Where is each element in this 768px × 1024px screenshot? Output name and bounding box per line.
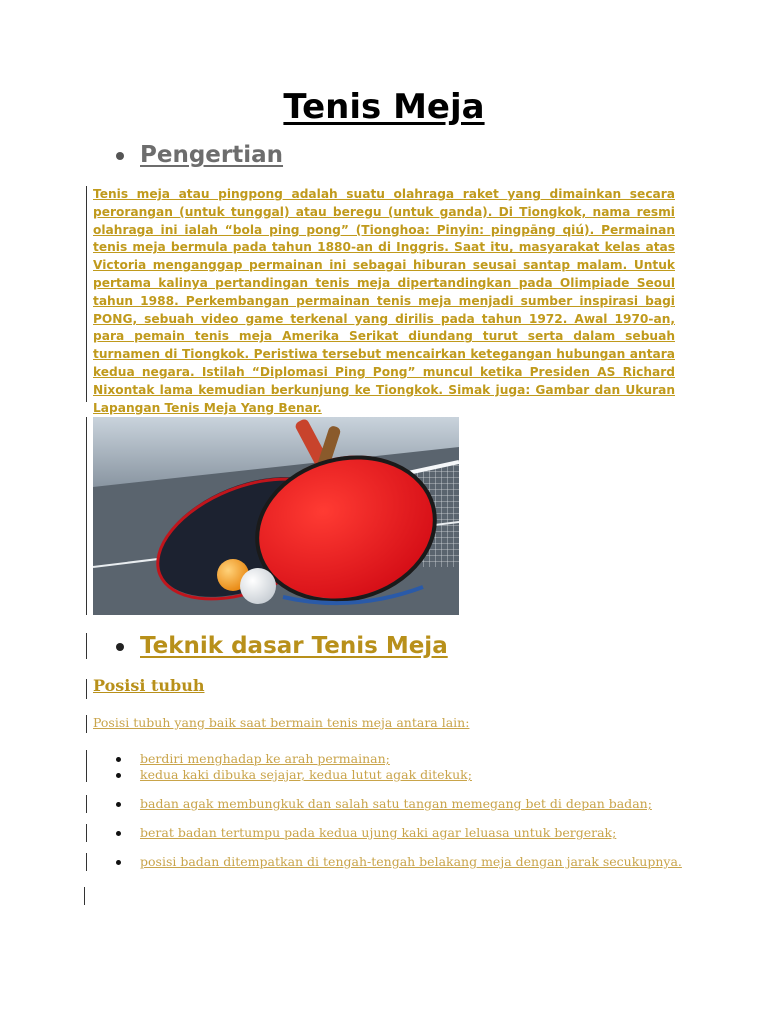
list-item-text[interactable]: kedua kaki dibuka sejajar, kedua lutut agak ditekuk; bbox=[140, 767, 472, 782]
pengertian-paragraph[interactable]: Tenis meja atau pingpong adalah suatu olahraga raket yang dimainkan secara perorangan (untuk tunggal) atau beregu (untuk ganda). Di Tiongkok, nama resmi olahraga ini ialah “bola ping pong” (Tionghoa: Pinyin: pingpāng qiú). Permainan tenis meja bermula pada tahun 1880-an di Inggris. Saat itu, masyarakat kelas atas Victoria menganggap permainan ini sebagai hiburan seusai santap malam. Untuk pertama kalinya pertandingan tenis meja dipertandingkan pada Olimpiade Seoul tahun 1988. Perkembangan permainan tenis meja menjadi sumber inspirasi bagi PONG, sebuah video game terkenal yang dirilis pada tahun 1972. Awal 1970-an, para pemain tenis meja Amerika Serikat diundang turut serta dalam sebuah turnamen di Tiongkok. Peristiwa tersebut mencairkan ketegangan hubungan antara kedua negara. Istilah “Diplomasi Ping Pong” muncul ketika Presiden AS Richard Nixontak lama kemudian berkunjung ke Tiongkok. Simak juga: Gambar dan Ukuran Lapangan Tenis Meja Yang Benar. bbox=[93, 187, 675, 415]
revision-bar bbox=[86, 824, 87, 842]
subheading-posisi-tubuh[interactable]: Posisi tubuh bbox=[93, 676, 205, 695]
list-item-text[interactable]: berat badan tertumpu pada kedua ujung kaki agar leluasa untuk bergerak; bbox=[140, 825, 617, 840]
revision-bar bbox=[86, 853, 87, 871]
text-cursor bbox=[84, 887, 85, 905]
page-title: Tenis Meja bbox=[283, 87, 485, 127]
heading-teknik-label[interactable]: Teknik dasar Tenis Meja bbox=[140, 633, 448, 659]
table-tennis-photo bbox=[93, 417, 459, 615]
revision-bar bbox=[86, 750, 87, 782]
revision-bar bbox=[86, 715, 87, 733]
revision-bar bbox=[86, 186, 87, 402]
list-item-text[interactable]: berdiri menghadap ke arah permainan; bbox=[140, 751, 390, 766]
revision-bar bbox=[86, 633, 87, 659]
revision-bar bbox=[86, 795, 87, 813]
bullet-icon bbox=[116, 773, 121, 778]
bullet-icon bbox=[116, 152, 124, 160]
bullet-icon bbox=[116, 860, 121, 865]
bullet-icon bbox=[116, 802, 121, 807]
list-item-text[interactable]: posisi badan ditempatkan di tengah-tengah belakang meja dengan jarak secukupnya. bbox=[140, 854, 682, 869]
bullet-icon bbox=[116, 757, 121, 762]
list-item-text[interactable]: badan agak membungkuk dan salah satu tangan memegang bet di depan badan; bbox=[140, 796, 652, 811]
posisi-intro-text[interactable]: Posisi tubuh yang baik saat bermain tenis meja antara lain: bbox=[93, 715, 470, 730]
bullet-icon bbox=[116, 643, 124, 651]
heading-pengertian-label[interactable]: Pengertian bbox=[140, 142, 284, 168]
paddles-and-balls-image bbox=[93, 417, 459, 615]
revision-bar bbox=[86, 417, 87, 615]
revision-bar bbox=[86, 679, 87, 699]
bullet-icon bbox=[116, 831, 121, 836]
